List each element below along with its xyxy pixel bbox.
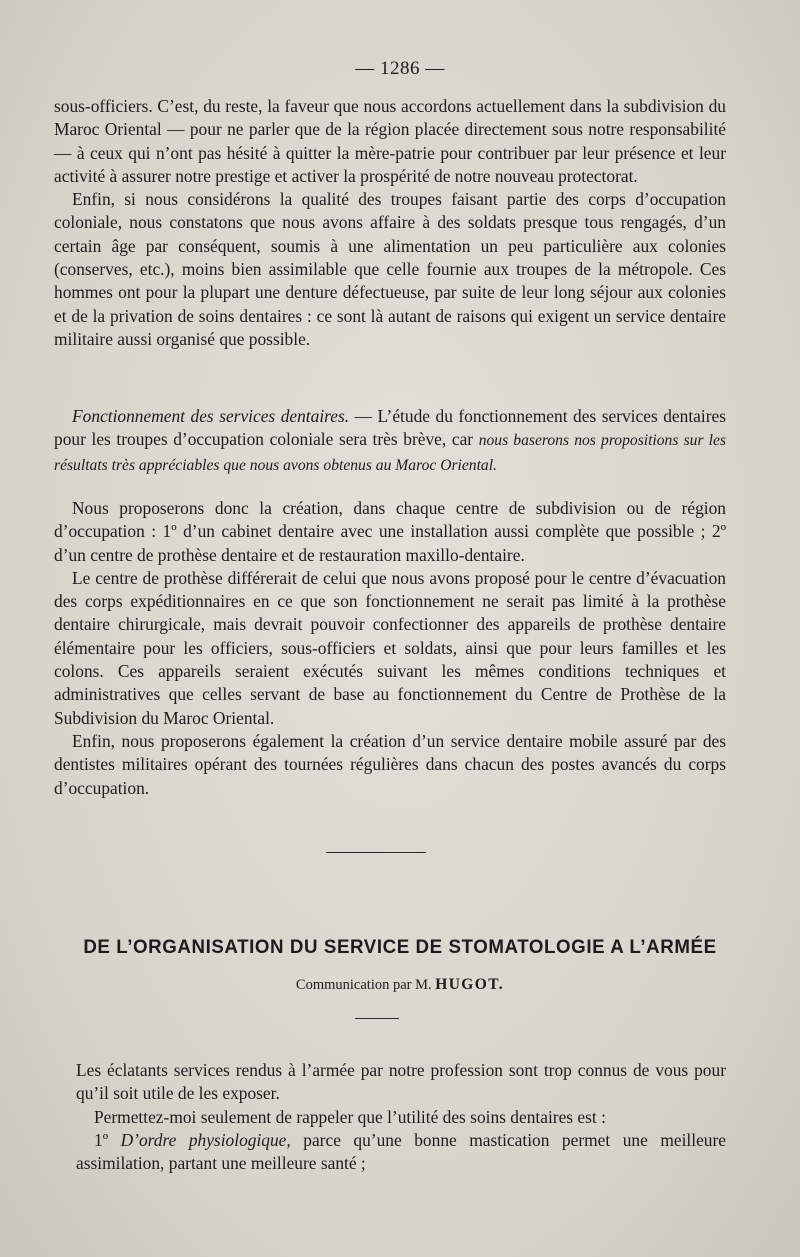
paragraph-mobile-service: Enfin, nous proposerons également la création d’un service dentaire mobile assuré par des dentistes militaires opérant des tournées régulières dans chacun des postes avancés du corps d’occupation.: [54, 730, 726, 798]
text-block-top: [54, 95, 726, 351]
lead-in-heading: Fonctionnement des services dentaires.: [72, 406, 350, 426]
byline-prefix: Communication par M.: [295, 977, 436, 993]
paragraph-troop-quality: Enfin, si nous considérons la qualité des troupes faisant partie des corps d’occupation coloniale, nous constatons que nous avons affaire à des soldats presque tous rengagés, d’un certain âge par conséquent, soumis à une alimentation un peu particulière aux colonies (conserves, etc.), moins bien assimilable que celle fournie aux troupes de la métropole. Ces hommes ont pour la plupart une denture défectueuse, par suite de leur long séjour aux colonies et de la privation de soins dentaires : ce sont là autant de raisons qui exigent un service dentaire militaire aussi organisé que possible.: [54, 189, 726, 349]
section-title: DE L’ORGANISATION DU SERVICE DE STOMATOLOGIE A L’ARMÉE: [83, 936, 717, 958]
byline: [0, 976, 800, 994]
byline-author: HUGOT.: [435, 976, 505, 993]
paragraph-services: Les éclatants services rendus à l’armée par notre profession sont trop connus de vous pour qu’il soit utile de les exposer.: [76, 1060, 726, 1104]
text-block-proposals: [54, 497, 726, 800]
section-divider: [326, 852, 426, 853]
paragraph-physiological: [76, 1129, 726, 1176]
paragraph-functioning: [54, 405, 726, 477]
paragraph-proposals: Nous proposerons donc la création, dans chaque centre de subdivision ou de région d’occupation : 1º d’un cabinet dentaire avec une installation aussi complète que possible ; 2º d’un centre de prothèse dentaire et de restauration maxillo-dentaire.: [54, 498, 726, 565]
physiological-text: parce qu’une bonne mastication permet une meilleure assimilation, partant une meilleure santé ;: [76, 1129, 727, 1174]
list-number: 1º: [94, 1129, 121, 1150]
functioning-text: — L’étude du fonctionnement des services dentaires pour les troupes d’occupation coloniale sera très brève, car: [54, 406, 726, 450]
text-block-communication: [76, 1059, 726, 1175]
paragraph-utility: Permettez-moi seulement de rappeler que l’utilité des soins dentaires est :: [94, 1106, 606, 1127]
paragraph-prosthesis-center: Le centre de prothèse différerait de celui que nous avons proposé pour le centre d’évacuation des corps expéditionnaires en ce que son fonctionnement ne serait pas limité à la prothèse dentaire chirurgicale, mais devrait pouvoir confectionner des appareils de prothèse dentaire élémentaire pour les officiers, sous-officiers et soldats, ainsi que pour leurs familles et les colons. Ces appareils seraient exécutés suivant les mêmes conditions techniques et administratives que celles servant de base au fonctionnement du Centre de Prothèse de la Subdivision du Maroc Oriental.: [54, 567, 726, 728]
page-number: — 1286 —: [355, 58, 445, 79]
paragraph-continuation: sous-officiers. C’est, du reste, la faveur que nous accordons actuellement dans la subdivision du Maroc Oriental — pour ne parler que de la région placée directement sous notre responsabilité — à ceux qui n’ont pas hésité à quitter la mère-patrie pour contribuer par leur présence et leur activité à assurer notre prestige et activer la prospérité de notre nouveau protectorat.: [54, 96, 726, 186]
functioning-italic-text: nous baserons nos propositions sur les résultats très appréciables que nous avons obtenus au Maroc Oriental.: [54, 432, 726, 474]
byline-divider: [355, 1018, 399, 1019]
physiological-label: D’ordre physiologique,: [120, 1129, 291, 1150]
text-block-functioning: [54, 405, 726, 477]
